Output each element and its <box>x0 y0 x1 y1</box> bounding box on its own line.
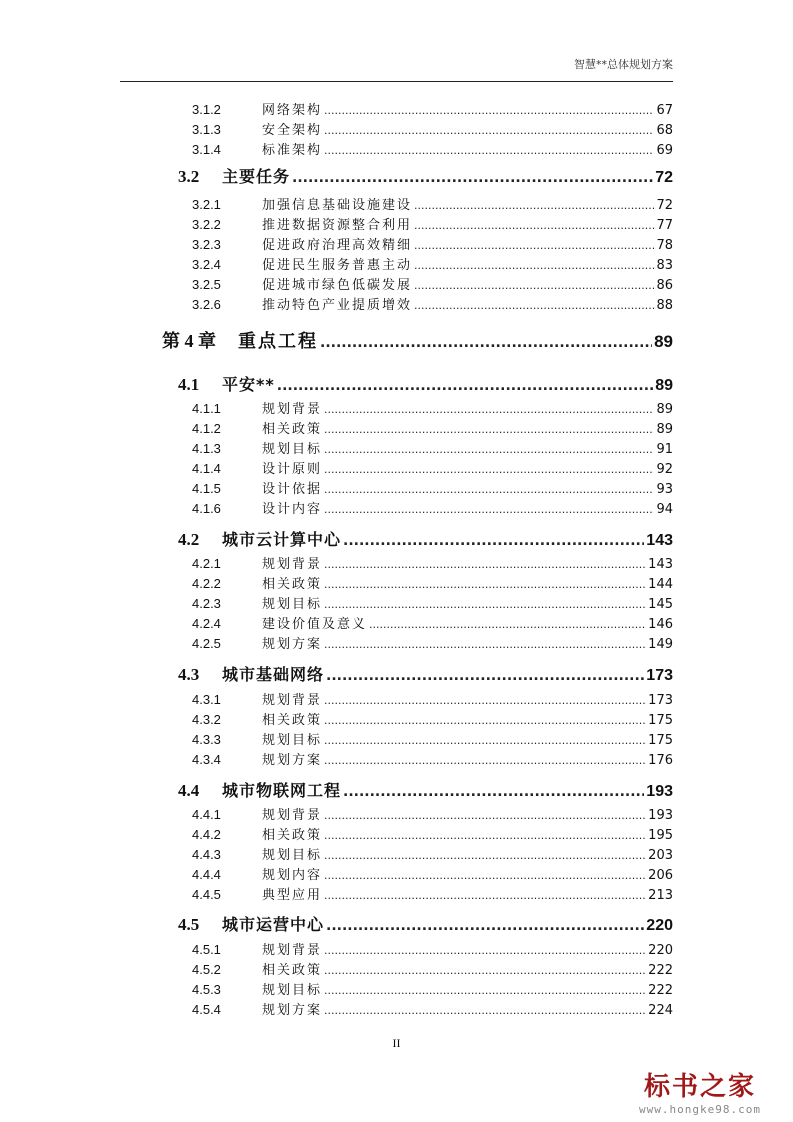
toc-section-entry[interactable] <box>178 912 673 936</box>
toc-entry-title: 安全架构 <box>262 123 323 138</box>
toc-subsection-entry[interactable] <box>192 234 673 254</box>
toc-entry-number: 4.2.4 <box>192 616 221 631</box>
toc-entry-page: 193 <box>646 783 673 800</box>
toc-entry-page: 89 <box>655 377 673 394</box>
toc-entry-title: 规划目标 <box>262 983 323 998</box>
toc-entry-number: 4.3 <box>178 665 200 684</box>
toc-entry-number: 4.5.3 <box>192 982 221 997</box>
watermark-url: www.hongke98.com <box>639 1103 761 1116</box>
toc-entry-page: 195 <box>648 828 673 843</box>
toc-entry-page: 91 <box>656 442 673 457</box>
toc-subsection-entry[interactable] <box>192 553 673 573</box>
toc-section-entry[interactable] <box>178 778 673 802</box>
toc-entry-number: 4.4.4 <box>192 867 221 882</box>
toc-entry-number: 4.3.1 <box>192 692 221 707</box>
toc-subsection-entry[interactable] <box>192 498 673 518</box>
toc-entry-page: 173 <box>646 667 673 684</box>
toc-entry-page: 72 <box>655 169 673 186</box>
toc-entry-title: 规划背景 <box>262 557 323 572</box>
toc-entry-number: 4.4.1 <box>192 807 221 822</box>
toc-subsection-entry[interactable] <box>192 633 673 653</box>
toc-entry-number: 4.5.2 <box>192 962 221 977</box>
toc-entry-page: 143 <box>646 532 673 549</box>
watermark-logo <box>625 1066 775 1116</box>
toc-entry-page: 143 <box>648 557 673 572</box>
toc-entry-number: 4.5 <box>178 915 200 934</box>
toc-dot-leader <box>324 754 646 767</box>
toc-entry-page: 145 <box>648 597 673 612</box>
toc-dot-leader <box>324 558 646 571</box>
toc-subsection-entry[interactable] <box>192 478 673 498</box>
toc-subsection-entry[interactable] <box>192 254 673 274</box>
toc-entry-number: 4.1.2 <box>192 421 221 436</box>
toc-entry-number: 4.4.2 <box>192 827 221 842</box>
toc-subsection-entry[interactable] <box>192 844 673 864</box>
toc-entry-number: 4.2.5 <box>192 636 221 651</box>
toc-dot-leader <box>324 483 654 496</box>
toc-entry-page: 213 <box>648 888 673 903</box>
toc-entry-number: 4.5.1 <box>192 942 221 957</box>
toc-entry-page: 222 <box>648 983 673 998</box>
toc-entry-number: 3.2.2 <box>192 217 221 232</box>
toc-subsection-entry[interactable] <box>192 438 673 458</box>
toc-subsection-entry[interactable] <box>192 999 673 1019</box>
toc-dot-leader <box>414 259 654 272</box>
toc-entry-title: 主要任务 <box>222 167 291 186</box>
toc-entry-page: 224 <box>648 1003 673 1018</box>
toc-dot-leader <box>320 335 652 351</box>
toc-entry-number: 4.2 <box>178 530 200 549</box>
toc-entry-number: 4.4.3 <box>192 847 221 862</box>
toc-dot-leader <box>326 918 644 934</box>
toc-entry-page: 88 <box>656 298 673 313</box>
toc-dot-leader <box>414 219 654 232</box>
toc-entry-page: 72 <box>656 198 673 213</box>
toc-entry-title: 相关政策 <box>262 713 323 728</box>
toc-entry-title: 促进政府治理高效精细 <box>262 238 413 253</box>
toc-subsection-entry[interactable] <box>192 979 673 999</box>
toc-entry-title: 城市云计算中心 <box>222 530 342 549</box>
toc-dot-leader <box>324 809 646 822</box>
toc-dot-leader <box>324 463 654 476</box>
toc-section-entry[interactable] <box>178 164 673 188</box>
toc-entry-page: 83 <box>656 258 673 273</box>
toc-dot-leader <box>324 503 654 516</box>
toc-entry-page: 89 <box>656 402 673 417</box>
toc-entry-title: 推动特色产业提质增效 <box>262 298 413 313</box>
toc-entry-page: 193 <box>648 808 673 823</box>
toc-entry-title: 设计原则 <box>262 462 323 477</box>
toc-entry-title: 推进数据资源整合利用 <box>262 218 413 233</box>
toc-subsection-entry[interactable] <box>192 804 673 824</box>
toc-dot-leader <box>324 734 646 747</box>
toc-subsection-entry[interactable] <box>192 573 673 593</box>
toc-subsection-entry[interactable] <box>192 884 673 904</box>
toc-entry-page: 203 <box>648 848 673 863</box>
toc-dot-leader <box>324 869 646 882</box>
toc-section-entry[interactable] <box>178 372 673 396</box>
toc-subsection-entry[interactable] <box>192 294 673 314</box>
toc-entry-number: 3.1.3 <box>192 122 221 137</box>
toc-entry-title: 建设价值及意义 <box>262 617 368 632</box>
toc-section-entry[interactable] <box>178 662 673 686</box>
toc-subsection-entry[interactable] <box>192 864 673 884</box>
toc-entry-title: 相关政策 <box>262 577 323 592</box>
toc-entry-title: 促进民生服务普惠主动 <box>262 258 413 273</box>
toc-chapter-entry[interactable] <box>162 327 673 353</box>
toc-entry-title: 规划背景 <box>262 808 323 823</box>
toc-entry-number: 4.2.1 <box>192 556 221 571</box>
toc-entry-number: 3.2.1 <box>192 197 221 212</box>
toc-entry-title: 规划目标 <box>262 442 323 457</box>
toc-entry-page: 220 <box>648 943 673 958</box>
toc-entry-title: 规划方案 <box>262 753 323 768</box>
toc-entry-page: 206 <box>648 868 673 883</box>
toc-entry-number: 4.1.3 <box>192 441 221 456</box>
toc-subsection-entry[interactable] <box>192 458 673 478</box>
toc-entry-page: 144 <box>648 577 673 592</box>
toc-entry-number: 4.1.4 <box>192 461 221 476</box>
toc-entry-number: 3.2.3 <box>192 237 221 252</box>
toc-dot-leader <box>324 1004 646 1017</box>
toc-section-entry[interactable] <box>178 527 673 551</box>
document-header-title: 智慧**总体规划方案 <box>574 58 673 71</box>
toc-subsection-entry[interactable] <box>192 194 673 214</box>
toc-entry-title: 规划背景 <box>262 943 323 958</box>
toc-entry-page: 67 <box>656 103 673 118</box>
toc-entry-page: 176 <box>648 753 673 768</box>
toc-entry-title: 规划方案 <box>262 637 323 652</box>
toc-entry-page: 89 <box>656 422 673 437</box>
toc-dot-leader <box>324 829 646 842</box>
toc-subsection-entry[interactable] <box>192 959 673 979</box>
toc-entry-number: 4.4.5 <box>192 887 221 902</box>
toc-subsection-entry[interactable] <box>192 689 673 709</box>
toc-dot-leader <box>277 378 653 394</box>
toc-entry-page: 93 <box>656 482 673 497</box>
toc-subsection-entry[interactable] <box>192 398 673 418</box>
toc-entry-number: 4.2.2 <box>192 576 221 591</box>
toc-entry-number: 4.1.1 <box>192 401 221 416</box>
toc-entry-title: 规划目标 <box>262 597 323 612</box>
toc-entry-number: 3.2.6 <box>192 297 221 312</box>
toc-dot-leader <box>324 849 646 862</box>
toc-entry-page: 146 <box>648 617 673 632</box>
toc-entry-number: 4.2.3 <box>192 596 221 611</box>
toc-entry-title: 设计依据 <box>262 482 323 497</box>
toc-entry-title: 城市物联网工程 <box>222 781 342 800</box>
toc-entry-number: 3.1.2 <box>192 102 221 117</box>
page-number: II <box>392 1036 401 1050</box>
toc-entry-title: 规划内容 <box>262 868 323 883</box>
toc-entry-title: 促进城市绿色低碳发展 <box>262 278 413 293</box>
toc-entry-page: 86 <box>656 278 673 293</box>
toc-entry-page: 89 <box>654 332 673 351</box>
toc-entry-title: 典型应用 <box>262 888 323 903</box>
toc-entry-page: 173 <box>648 693 673 708</box>
toc-entry-title: 网络架构 <box>262 103 323 118</box>
toc-subsection-entry[interactable] <box>192 729 673 749</box>
toc-subsection-entry[interactable] <box>192 709 673 729</box>
toc-dot-leader <box>324 984 646 997</box>
toc-dot-leader <box>414 299 654 312</box>
toc-entry-page: 92 <box>656 462 673 477</box>
toc-entry-title: 设计内容 <box>262 502 323 517</box>
toc-entry-title: 城市基础网络 <box>222 665 325 684</box>
toc-dot-leader <box>414 239 654 252</box>
toc-subsection-entry[interactable] <box>192 418 673 438</box>
toc-entry-page: 175 <box>648 713 673 728</box>
toc-dot-leader <box>324 124 654 137</box>
toc-entry-title: 相关政策 <box>262 963 323 978</box>
toc-dot-leader <box>343 533 644 549</box>
toc-entry-number: 3.2.4 <box>192 257 221 272</box>
toc-dot-leader <box>326 668 644 684</box>
toc-entry-number: 4.1.5 <box>192 481 221 496</box>
toc-subsection-entry[interactable] <box>192 939 673 959</box>
toc-entry-number: 4.3.2 <box>192 712 221 727</box>
toc-entry-number: 4.1 <box>178 375 200 394</box>
toc-entry-number: 4.4 <box>178 781 200 800</box>
toc-entry-title: 城市运营中心 <box>222 915 325 934</box>
toc-entry-number: 3.2.5 <box>192 277 221 292</box>
toc-entry-number: 4.3.4 <box>192 752 221 767</box>
toc-entry-number: 4.5.4 <box>192 1002 221 1017</box>
toc-entry-title: 规划方案 <box>262 1003 323 1018</box>
toc-subsection-entry[interactable] <box>192 139 673 159</box>
toc-dot-leader <box>324 144 654 157</box>
toc-subsection-entry[interactable] <box>192 119 673 139</box>
toc-entry-title: 规划目标 <box>262 848 323 863</box>
toc-entry-page: 94 <box>656 502 673 517</box>
toc-subsection-entry[interactable] <box>192 593 673 613</box>
toc-dot-leader <box>324 598 646 611</box>
toc-entry-page: 69 <box>656 143 673 158</box>
toc-entry-page: 149 <box>648 637 673 652</box>
toc-entry-number: 3.1.4 <box>192 142 221 157</box>
toc-entry-number: 4.1.6 <box>192 501 221 516</box>
toc-dot-leader <box>324 694 646 707</box>
toc-entry-page: 175 <box>648 733 673 748</box>
toc-dot-leader <box>324 104 654 117</box>
toc-dot-leader <box>414 279 654 292</box>
toc-dot-leader <box>292 170 653 186</box>
toc-subsection-entry[interactable] <box>192 214 673 234</box>
toc-entry-page: 220 <box>646 917 673 934</box>
toc-subsection-entry[interactable] <box>192 824 673 844</box>
toc-subsection-entry[interactable] <box>192 613 673 633</box>
toc-dot-leader <box>324 423 654 436</box>
toc-subsection-entry[interactable] <box>192 99 673 119</box>
toc-dot-leader <box>343 784 644 800</box>
toc-entry-title: 加强信息基础设施建设 <box>262 198 413 213</box>
toc-entry-title: 规划背景 <box>262 402 323 417</box>
toc-dot-leader <box>324 578 646 591</box>
toc-entry-title: 规划目标 <box>262 733 323 748</box>
toc-entry-title: 重点工程 <box>238 331 318 352</box>
toc-entry-title: 规划背景 <box>262 693 323 708</box>
toc-entry-number: 第 4 章 <box>162 331 216 351</box>
toc-dot-leader <box>324 714 646 727</box>
toc-dot-leader <box>324 964 646 977</box>
toc-entry-number: 4.3.3 <box>192 732 221 747</box>
toc-dot-leader <box>369 618 646 631</box>
toc-entry-title: 标准架构 <box>262 143 323 158</box>
toc-entry-page: 68 <box>656 123 673 138</box>
toc-entry-title: 平安** <box>222 375 275 394</box>
toc-entry-title: 相关政策 <box>262 828 323 843</box>
toc-dot-leader <box>324 403 654 416</box>
toc-dot-leader <box>414 199 654 212</box>
toc-entry-number: 3.2 <box>178 167 200 186</box>
toc-dot-leader <box>324 944 646 957</box>
toc-entry-title: 相关政策 <box>262 422 323 437</box>
toc-entry-page: 78 <box>656 238 673 253</box>
toc-entry-page: 77 <box>656 218 673 233</box>
toc-subsection-entry[interactable] <box>192 749 673 769</box>
watermark-brand: 标书之家 <box>643 1072 756 1102</box>
toc-dot-leader <box>324 889 646 902</box>
toc-dot-leader <box>324 443 654 456</box>
toc-dot-leader <box>324 638 646 651</box>
toc-subsection-entry[interactable] <box>192 274 673 294</box>
toc-entry-page: 222 <box>648 963 673 978</box>
